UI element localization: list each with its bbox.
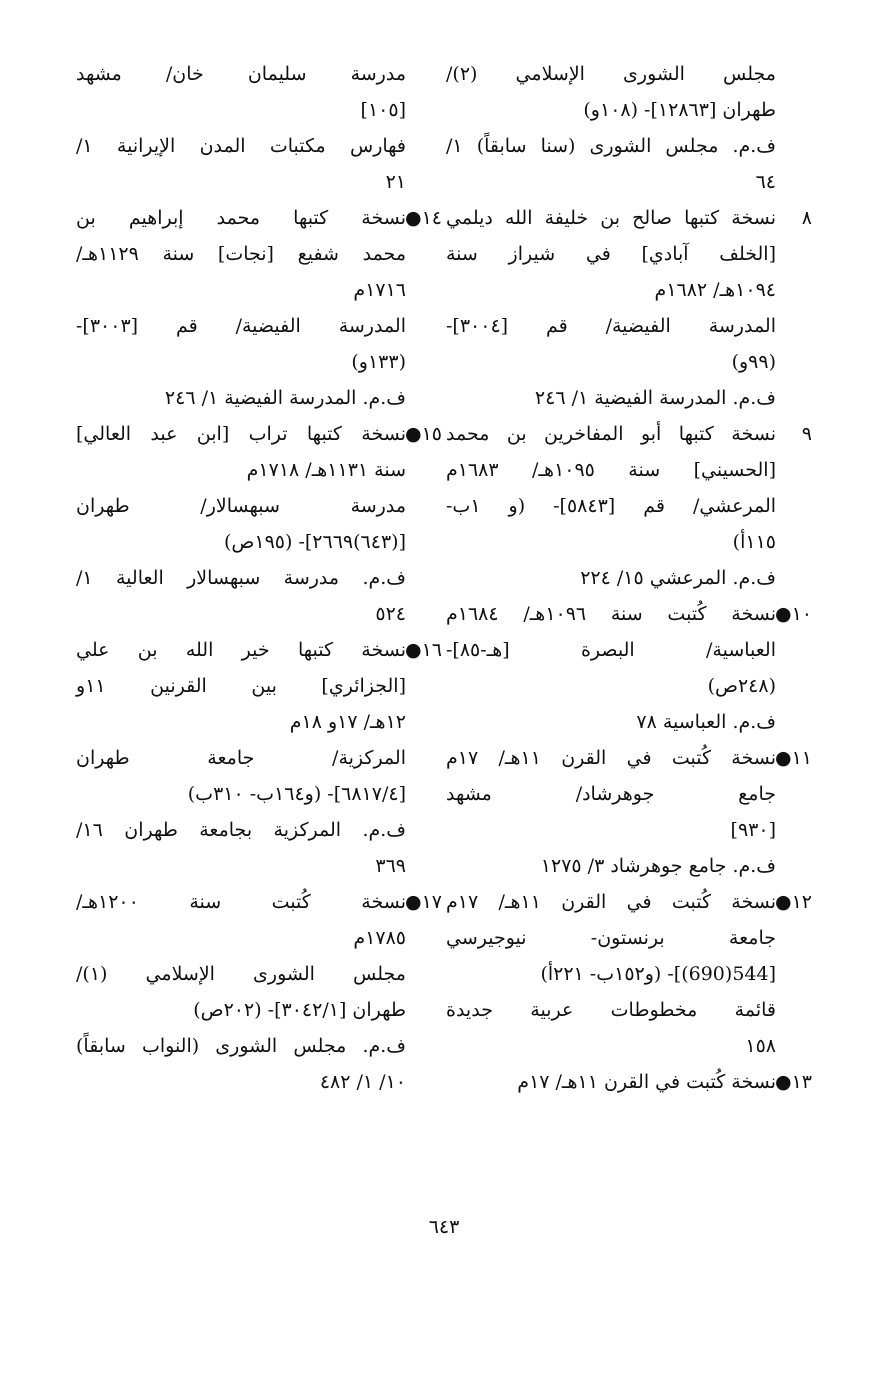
- catalog-entry: [446, 992, 776, 1064]
- entry-line: ف.م. جامع جوهرشاد ٣/ ١٢٧٥: [540, 855, 776, 877]
- entry-line: ١٠٩٤هـ/ ١٦٨٢م: [654, 279, 776, 301]
- entry-line: سنة ١١٣١هـ/ ١٧١٨م: [246, 459, 406, 481]
- entry-line: مدرسة سليمان خان/ مشهد: [76, 63, 406, 85]
- entry-line: المركزية/ جامعة طهران: [76, 747, 406, 769]
- entry-line: ١١٥أ): [732, 531, 776, 553]
- catalog-entry: [76, 560, 406, 632]
- catalog-entry: [446, 200, 812, 308]
- catalog-entry: [446, 560, 776, 596]
- entry-line: نسخة كُتبت في القرن ١١هـ/ ١٧م: [446, 891, 776, 913]
- catalog-entry: [446, 704, 776, 740]
- catalog-entry: [446, 308, 776, 380]
- entry-line: مجلس الشورى الإسلامي (١)/: [76, 963, 406, 985]
- catalog-entry: [76, 884, 442, 956]
- catalog-entry: [76, 56, 406, 128]
- entry-line: ف.م. المركزية بجامعة طهران ١٦/: [76, 819, 406, 841]
- entry-line: مجلس الشورى الإسلامي (٢)/: [446, 63, 776, 85]
- catalog-entry: [76, 380, 406, 416]
- entry-line: ١٢هـ/ ١٧و ١٨م: [289, 711, 406, 733]
- catalog-entry: [446, 56, 776, 128]
- entry-line: نسخة كتبها صالح بن خليفة الله ديلمي: [446, 207, 776, 229]
- entry-line: نسخة كتبها خير الله بن علي: [76, 639, 406, 661]
- entry-line: ف.م. مدرسة سبهسالار العالية ١/: [76, 567, 406, 589]
- catalog-entry: [76, 956, 406, 1028]
- entry-line: نسخة كُتبت في القرن ١١هـ/ ١٧م: [517, 1071, 776, 1093]
- entry-line: ف.م. المدرسة الفيضية ١/ ٢٤٦: [164, 387, 406, 409]
- entry-number: ١٤●: [404, 207, 442, 229]
- entry-line: نسخة كُتبت سنة ١٢٠٠هـ/: [76, 891, 406, 913]
- entry-line: محمد شفيع [نجات] سنة ١١٢٩هـ/: [76, 243, 406, 265]
- entry-line: [الخلف آبادي] في شيراز سنة: [446, 243, 776, 265]
- catalog-entry: [76, 488, 406, 560]
- entry-line: نسخة كتبها محمد إبراهيم بن: [76, 207, 406, 229]
- catalog-entry: [76, 308, 406, 380]
- entry-line: العباسية/ البصرة [هـ-٨٥]-: [446, 639, 776, 661]
- entry-line: [(٦٤٣)٢٦٦٩]- (١٩٥ص): [223, 531, 406, 553]
- entry-line: ١٠/ ١/ ٤٨٢: [319, 1071, 406, 1093]
- catalog-entry: [446, 416, 812, 560]
- catalog-entry: [76, 632, 442, 740]
- entry-line: المدرسة الفيضية/ قم [٣٠٠٤]-: [446, 315, 776, 337]
- entry-line: فهارس مكتبات المدن الإيرانية ١/: [76, 135, 406, 157]
- catalog-entry: [446, 884, 812, 992]
- entry-line: ١٥٨: [745, 1035, 776, 1057]
- entry-line: طهران [١٢٨٦٣]- (١٠٨و): [583, 99, 776, 121]
- catalog-entry: [446, 1064, 812, 1100]
- entry-line: (٢٤٨ص): [707, 675, 776, 697]
- entry-line: نسخة كُتبت في القرن ١١هـ/ ١٧م: [446, 747, 776, 769]
- entry-number: ١١●: [774, 747, 812, 769]
- entry-line: نسخة كتبها أبو المفاخرين بن محمد: [446, 423, 776, 445]
- entry-line: مدرسة سبهسالار/ طهران: [76, 495, 406, 517]
- entry-line: ٥٢٤: [375, 603, 406, 625]
- entry-line: ف.م. مجلس الشورى (النواب سابقاً): [76, 1035, 406, 1057]
- catalog-entry: [446, 740, 812, 848]
- catalog-entry: [76, 740, 406, 812]
- catalog-entry: [446, 848, 776, 884]
- entry-number: ١٥●: [404, 423, 442, 445]
- catalog-entry: [446, 596, 812, 704]
- entry-line: المرعشي/ قم [٥٨٤٣]- (و ١ب-: [446, 495, 777, 517]
- entry-number: ١٦●: [404, 639, 442, 661]
- entry-line: قائمة مخطوطات عربية جديدة: [446, 999, 776, 1021]
- entry-line: ٦٤: [755, 171, 776, 193]
- catalog-entry: [76, 812, 406, 884]
- entry-line: جامع جوهرشاد/ مشهد: [446, 783, 776, 805]
- entry-line: ف.م. المرعشي ١٥/ ٢٢٤: [580, 567, 776, 589]
- left-column: [76, 56, 442, 1100]
- entry-line: ٢١: [385, 171, 406, 193]
- catalog-entry: [76, 416, 442, 488]
- entry-line: (١٣٣و): [351, 351, 406, 373]
- entry-line: جامعة برنستون- نيوجيرسي: [446, 927, 776, 949]
- entry-line: [٩٣٠]: [730, 819, 776, 841]
- entry-number: ١٢●: [774, 891, 812, 913]
- entry-line: المدرسة الفيضية/ قم [٣٠٠٣]-: [76, 315, 406, 337]
- entry-line: [٦٨١٧/٤]- (و١٦٤ب- ٣١٠ب): [187, 783, 406, 805]
- catalog-entry: [76, 200, 442, 308]
- catalog-entry: [76, 128, 406, 200]
- entry-line: ١٧٨٥م: [353, 927, 406, 949]
- entry-line: [الجزائري] بين القرنين ١١و: [76, 675, 406, 697]
- entry-line: (٩٩و): [731, 351, 776, 373]
- catalog-entry: [446, 128, 776, 200]
- right-column: [446, 56, 812, 1100]
- entry-number: ١٠●: [774, 603, 812, 625]
- entry-line: نسخة كُتبت سنة ١٠٩٦هـ/ ١٦٨٤م: [446, 603, 776, 625]
- entry-line: ف.م. مجلس الشورى (سنا سابقاً) ١/: [446, 135, 776, 157]
- entry-line: ف.م. العباسية ٧٨: [636, 711, 776, 733]
- entry-line: ٣٦٩: [375, 855, 406, 877]
- page-number: ٦٤٣: [428, 1216, 460, 1238]
- entry-number: ٩: [801, 423, 812, 445]
- entry-line: [١٠٥]: [360, 99, 406, 121]
- entry-line: [الحسيني] سنة ١٠٩٥هـ/ ١٦٨٣م: [446, 459, 776, 481]
- entry-line: طهران [٣٠٤٢/١]- (٢٠٢ص): [193, 999, 406, 1021]
- entry-number: ١٣●: [774, 1071, 812, 1093]
- catalog-entry: [446, 380, 776, 416]
- entry-line: [544(690)]- (و١٥٢ب- ٢٢١أ): [540, 963, 776, 985]
- entry-line: ف.م. المدرسة الفيضية ١/ ٢٤٦: [534, 387, 776, 409]
- catalog-entry: [76, 1028, 406, 1100]
- entry-line: نسخة كتبها تراب [ابن عبد العالي]: [76, 423, 406, 445]
- entry-number: ١٧●: [404, 891, 442, 913]
- entry-line: ١٧١٦م: [353, 279, 406, 301]
- entry-number: ٨: [801, 207, 812, 229]
